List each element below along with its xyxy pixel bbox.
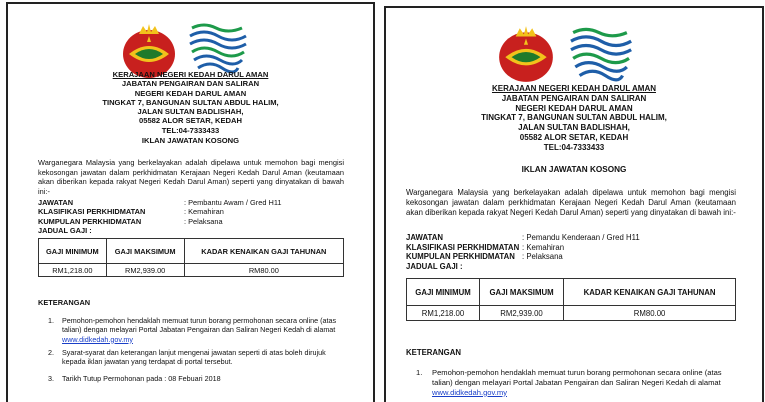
note-number: 2.	[48, 348, 54, 357]
note-number: 1.	[48, 316, 54, 325]
salary-table	[38, 238, 344, 277]
header-line: NEGERI KEDAH DARUL AMAN	[515, 103, 633, 113]
header-line: NEGERI KEDAH DARUL AMAN	[134, 88, 247, 98]
field-value: : Pemandu Kenderaan / Gred H11	[522, 233, 640, 242]
job-fields	[406, 233, 736, 272]
field-label: JAWATAN	[406, 233, 443, 242]
note-text: Pemohon-pemohon hendaklah memuat turun borang permohonan secara online (atas talian) dengan melayari Portal Jabatan Pengairan dan Saliran Negeri Kedah di alamat	[62, 316, 337, 335]
portal-link[interactable]: www.didkedah.gov.my	[62, 334, 133, 344]
note-text: Tarikh Tutup Permohonan pada : 08 Febuari 2018	[62, 374, 221, 383]
header-line: 05582 ALOR SETAR, KEDAH	[519, 132, 629, 142]
field-label: JADUAL GAJI :	[406, 262, 463, 272]
job-fields	[38, 198, 338, 235]
note-item	[48, 348, 344, 367]
portal-link[interactable]: www.didkedah.gov.my	[432, 387, 507, 397]
header-line: JALAN SULTAN BADLISHAH,	[518, 123, 630, 132]
document-page-left	[6, 2, 375, 402]
table-cell: RM1,218.00	[407, 306, 480, 321]
table-header: GAJI MAKSIMUM	[106, 239, 184, 264]
table-cell: RM1,218.00	[39, 264, 107, 277]
field-label: KLASIFIKASI PERKHIDMATAN	[406, 242, 520, 252]
header-line: JABATAN PENGAIRAN DAN SALIRAN	[121, 79, 260, 89]
field-label: KUMPULAN PERKHIDMATAN	[406, 252, 515, 262]
table-cell: RM80.00	[184, 264, 343, 277]
jps-water-logo-icon	[186, 20, 248, 74]
header-line: 05582 ALOR SETAR, KEDAH	[139, 116, 242, 126]
page-title: IKLAN JAWATAN KOSONG	[521, 165, 627, 174]
document-page-right	[384, 6, 764, 402]
table-cell: RM80.00	[564, 306, 736, 321]
note-item	[48, 374, 344, 383]
header-line: JABATAN PENGAIRAN DAN SALIRAN	[501, 93, 647, 103]
page-title: IKLAN JAWATAN KOSONG	[141, 136, 240, 145]
table-header: GAJI MINIMUM	[39, 239, 107, 264]
field-label: JAWATAN	[38, 198, 74, 207]
intro-paragraph: Warganegara Malaysia yang berkelayakan adalah dipelawa untuk memohon bagi mengisi kekosongan jawatan dalam perkhidmatan Kerajaan Negeri Kedah Darul Aman (keutamaan akan diberikan kepada rakyat Negeri Kedah Darul Aman) seperti yang dinyatakan di bawah ini:-	[38, 158, 344, 196]
header-line: KERAJAAN NEGERI KEDAH DARUL AMAN	[491, 84, 656, 93]
note-number: 3.	[48, 374, 54, 383]
letterhead	[8, 70, 373, 135]
field-label: JADUAL GAJI :	[38, 225, 92, 235]
intro-paragraph: Warganegara Malaysia yang berkelayakan adalah dipelawa untuk memohon bagi mengisi kekosongan jawatan dalam perkhidmatan Kerajaan Negeri Kedah Darul Aman (keutamaan akan diberikan kepada rakyat Negeri Kedah Darul Aman) seperti yang dinyatakan di bawah ini:-	[406, 188, 736, 218]
field-value: : Kemahiran	[184, 207, 224, 217]
kedah-state-seal-icon	[496, 22, 556, 84]
table-header: KADAR KENAIKAN GAJI TAHUNAN	[564, 279, 736, 306]
header-line: TINGKAT 7, BANGUNAN SULTAN ABDUL HALIM,	[102, 97, 279, 107]
table-cell: RM2,939.00	[479, 306, 563, 321]
note-item	[416, 368, 736, 398]
field-label: KLASIFIKASI PERKHIDMATAN	[38, 207, 146, 217]
table-header: KADAR KENAIKAN GAJI TAHUNAN	[184, 239, 343, 264]
field-label: KUMPULAN PERKHIDMATAN	[38, 216, 142, 226]
salary-table	[406, 278, 736, 321]
note-item	[48, 316, 344, 344]
table-header: GAJI MAKSIMUM	[479, 279, 563, 306]
note-number: 1.	[416, 368, 423, 377]
note-text: Pemohon-pemohon hendaklah memuat turun borang permohonan secara online (atas talian) dengan melayari Portal Jabatan Pengairan dan Saliran Negeri Kedah di alamat	[432, 368, 722, 387]
keterangan-heading: KETERANGAN	[406, 348, 462, 357]
field-value: : Pelaksana	[184, 216, 223, 226]
header-line: JALAN SULTAN BADLISHAH,	[137, 107, 244, 116]
keterangan-heading: KETERANGAN	[38, 298, 91, 307]
header-line: TEL:04-7333433	[543, 142, 605, 152]
field-value: : Pelaksana	[522, 252, 563, 262]
header-line: KERAJAAN NEGERI KEDAH DARUL AMAN	[112, 70, 269, 79]
note-text: Syarat-syarat dan keterangan lanjut mengenai jawatan seperti di atas boleh dirujuk kepada iklan jawatan yang terdapat di portal tersebut.	[62, 348, 326, 367]
jps-water-logo-icon	[564, 24, 636, 82]
letterhead	[386, 84, 762, 152]
field-value: : Kemahiran	[522, 242, 565, 252]
header-line: TINGKAT 7, BANGUNAN SULTAN ABDUL HALIM,	[481, 113, 667, 123]
field-value: : Pembantu Awam / Gred H11	[184, 198, 282, 207]
table-header: GAJI MINIMUM	[407, 279, 480, 306]
table-cell: RM2,939.00	[106, 264, 184, 277]
header-line: TEL:04-7333433	[161, 125, 220, 135]
